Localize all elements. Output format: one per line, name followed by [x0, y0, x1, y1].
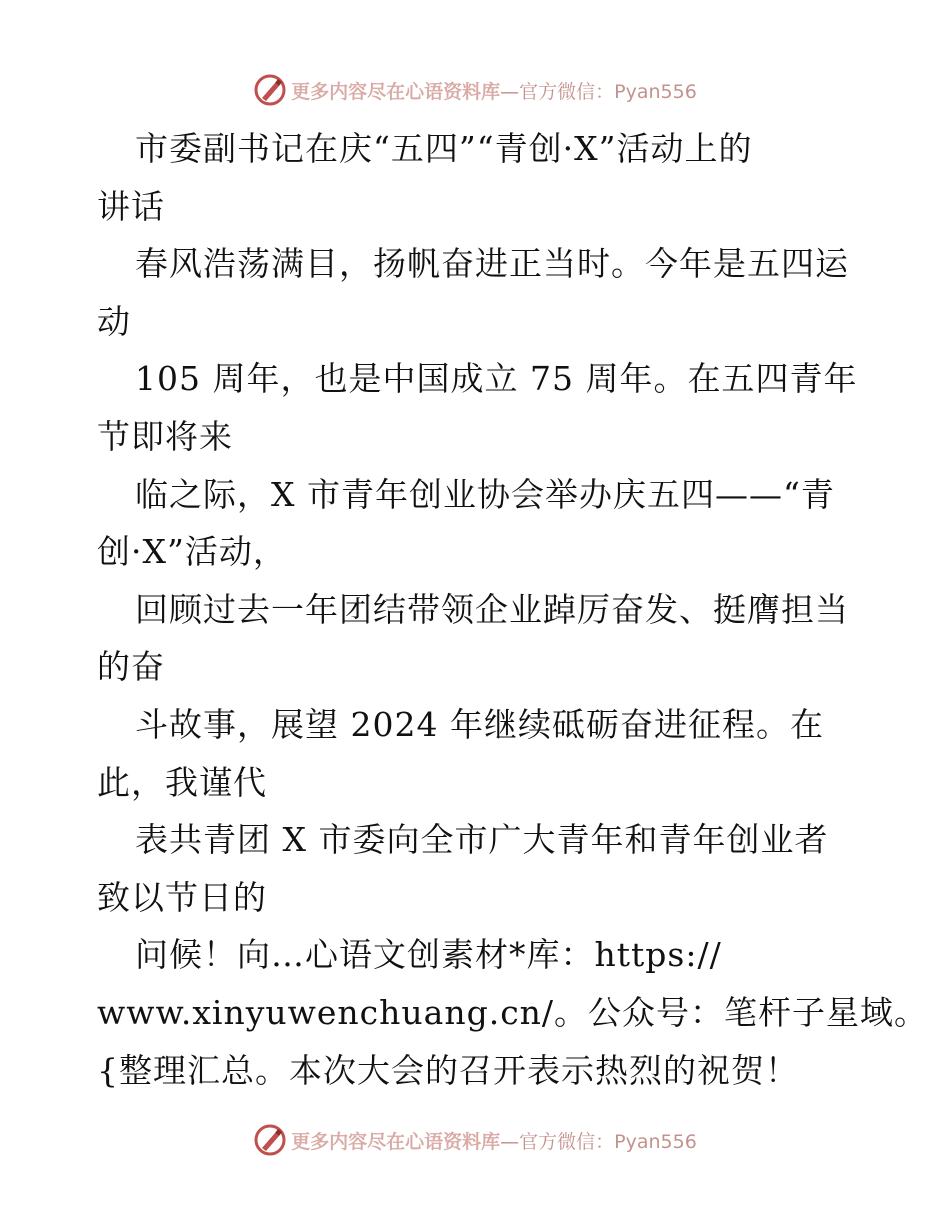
watermark-text [291, 1127, 697, 1154]
body-text-line: 创·X”活动， [97, 532, 287, 572]
body-text-line: 问候！向…心语文创素材*库：https:// [135, 935, 722, 975]
body-text-line: 动 [97, 301, 131, 341]
body-text-line: 春风浩荡满目，扬帆奋进正当时。今年是五四运 [135, 244, 849, 284]
watermark-separator: — [500, 1130, 520, 1153]
header-watermark [0, 70, 950, 110]
watermark-main: 更多内容尽在心语资料库 [291, 1130, 501, 1153]
body-text-line: 此，我谨代 [97, 762, 267, 802]
pen-logo-icon [253, 73, 287, 107]
body-text-line: 临之际，X 市青年创业协会举办庆五四——“青 [135, 474, 835, 514]
watermark-wechat: 官方微信：Pyan556 [519, 1130, 697, 1153]
watermark-text [291, 77, 697, 104]
document-body [97, 120, 929, 1099]
pen-logo-icon [253, 1123, 287, 1157]
watermark-separator: — [500, 80, 520, 103]
watermark-main: 更多内容尽在心语资料库 [291, 80, 501, 103]
body-text-line: www.xinyuwenchuang.cn/。公众号：笔杆子星域。 [97, 992, 929, 1032]
body-text-line: {整理汇总。本次大会的召开表示热烈的祝贺！ [97, 1050, 799, 1090]
body-text-line: 回顾过去一年团结带领企业踔厉奋发、挺膺担当 [135, 589, 849, 629]
body-text-line: 市委副书记在庆“五四”“青创·X”活动上的 [135, 129, 753, 168]
body-text-line: 表共青团 X 市委向全市广大青年和青年创业者 [135, 820, 829, 860]
body-text-line: 105 周年，也是中国成立 75 周年。在五四青年 [135, 359, 858, 399]
body-text-line: 节即将来 [97, 416, 233, 456]
body-text-line: 斗故事，展望 2024 年继续砥砺奋进征程。在 [135, 704, 824, 744]
watermark-wechat: 官方微信：Pyan556 [519, 80, 697, 103]
body-text-line: 致以节日的 [97, 877, 267, 917]
footer-watermark [0, 1120, 950, 1160]
body-text-line: 的奋 [97, 647, 165, 687]
body-text-line: 讲话 [97, 186, 165, 226]
